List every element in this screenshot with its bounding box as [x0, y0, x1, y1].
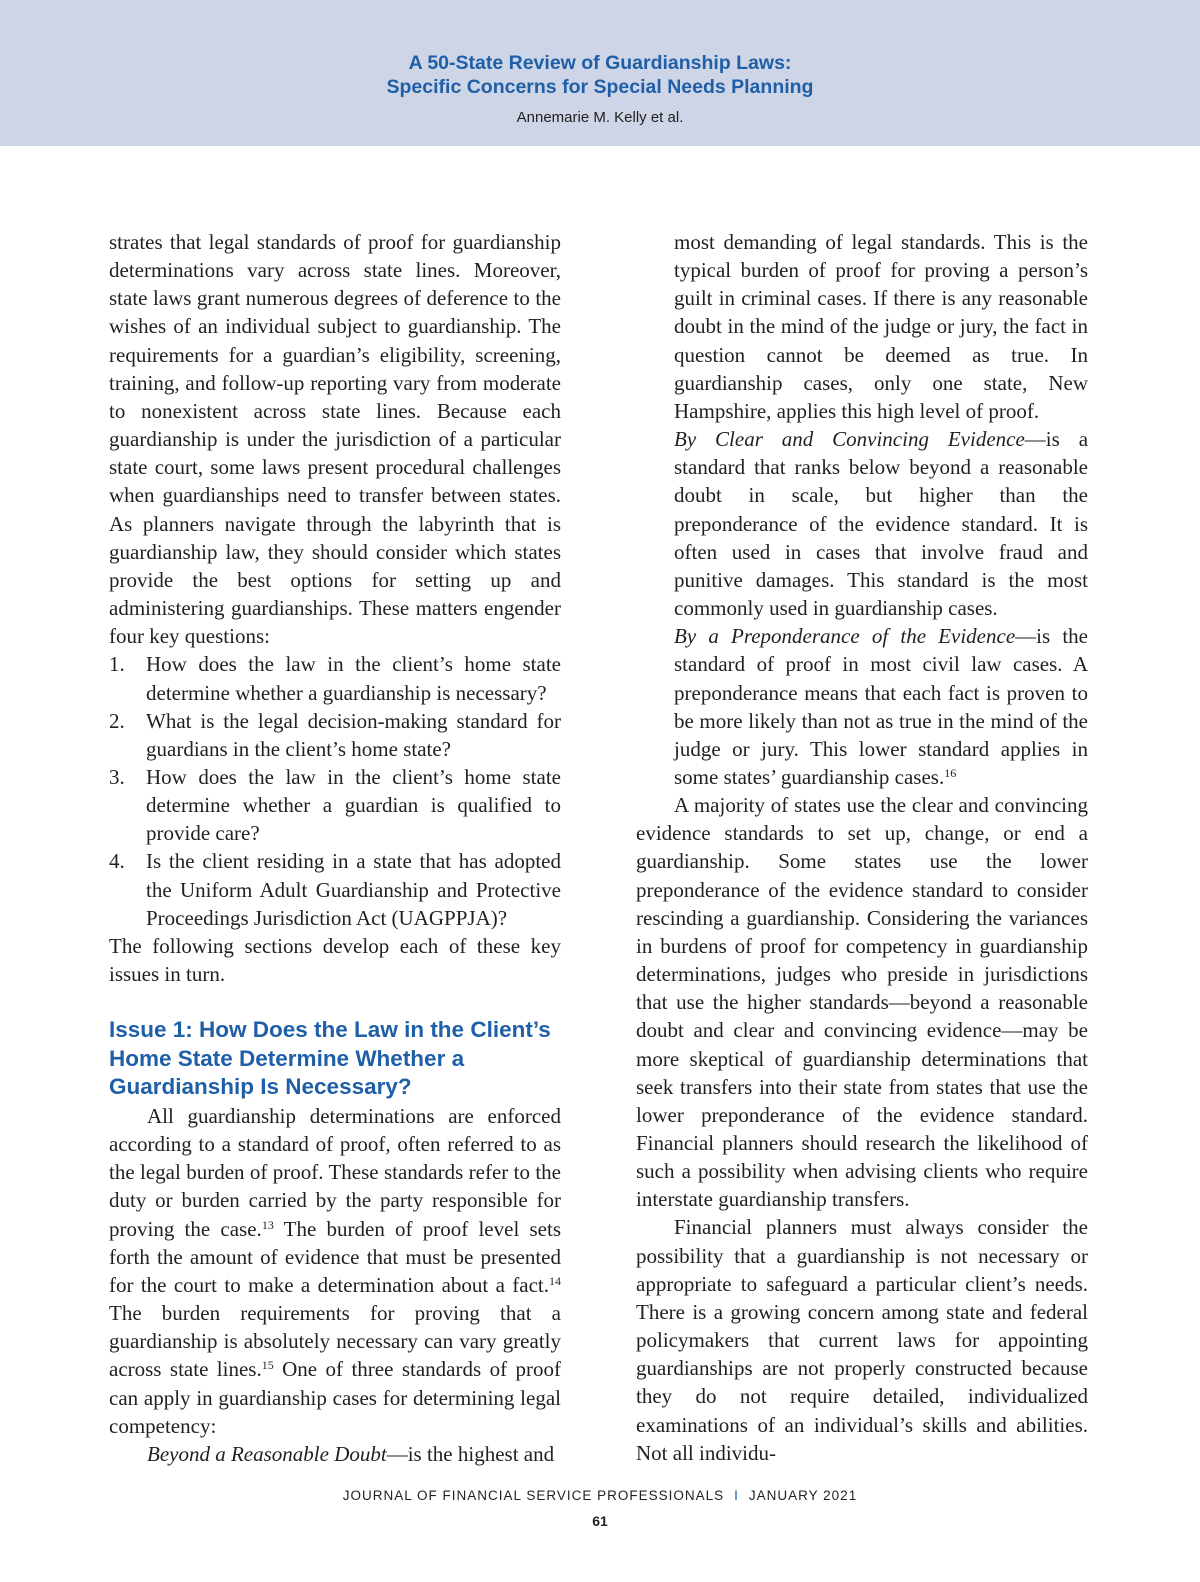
standard-label-clear-and-convincing: By Clear and Convincing Evidence — [674, 427, 1025, 452]
financial-planners-paragraph: Financial planners must always consider the possibility that a guardianship is not necessary or appropriate to safeguard a particular client’s needs. There is a growing concern among state and federal policymakers that current laws for appointing guardianships are not properly constructed because they do not require detailed, individualized examinations of an individual’s skills and abilities. Not all individu- — [636, 1215, 1088, 1465]
footnote-ref-16: 16 — [944, 765, 957, 780]
list-item-number: 1. — [109, 652, 125, 677]
article-header — [0, 0, 1200, 146]
section-heading-issue-1: Issue 1: How Does the Law in the Client’s Home State Determine Whether a Guardianship Is Necessary? — [109, 1017, 551, 1100]
list-item-number: 4. — [109, 849, 125, 874]
article-title-line-1: A 50-State Review of Guardianship Laws: — [408, 52, 792, 74]
burden-text-3: The burden requirements for proving that a guardianship is absolutely necessary can vary greatly across state lines. — [109, 1301, 561, 1382]
burden-of-proof-paragraph — [109, 1102, 561, 1440]
list-item-number: 2. — [109, 708, 125, 733]
footnote-ref-13: 13 — [261, 1217, 274, 1232]
beyond-reasonable-doubt-text: —is the highest and — [386, 1441, 555, 1466]
list-item-text: Is the client residing in a state that has adopted the Uniform Adult Guardianship and Protective Proceedings Jurisdiction Act (UAGPPJA)? — [146, 849, 561, 930]
key-questions-list — [109, 650, 561, 932]
majority-of-states-paragraph: A majority of states use the clear and convincing evidence standards to set up, change, or end a guardianship. Some states use the lower preponderance of the evidence standard to consider rescinding a guardianship. Considering the variances in burdens of proof for competency in guardianship determinations, judges who preside in jurisdictions that use the higher standards—beyond a reasonable doubt and clear and convincing evidence—may be more skeptical of guardianship determinations that seek transfers into their state from states that use the lower preponderance of the evidence standard. Financial planners should research the likelihood of such a possibility when advising clients who require interstate guardianship transfers. — [636, 793, 1088, 1212]
standard-label-beyond-reasonable-doubt: Beyond a Reasonable Doubt — [147, 1441, 387, 1466]
issue-date: JANUARY 2021 — [748, 1488, 858, 1503]
beyond-reasonable-doubt-start — [109, 1440, 561, 1468]
burden-text-4: One of three standards of proof can apply in guardianship cases for determining legal competency: — [109, 1357, 561, 1438]
footnote-ref-14: 14 — [549, 1273, 561, 1288]
list-item — [109, 847, 561, 931]
list-item-number: 3. — [109, 764, 125, 789]
list-item-text: How does the law in the client’s home state determine whether a guardianship is necessary? — [146, 652, 561, 705]
list-item-text: What is the legal decision-making standard for guardians in the client’s home state? — [146, 708, 561, 761]
article-author: Annemarie M. Kelly et al. — [516, 109, 684, 126]
burden-text-1: All guardianship determinations are enforced according to a standard of proof, often referred to as the legal burden of proof. These standards refer to the duty or burden carried by the party responsible for proving the case. — [109, 1104, 561, 1241]
preponderance-text: —is the standard of proof in most civil law cases. A preponderance means that each fact is proven to be more likely than not as true in the mind of the judge or jury. This lower standard applies in some states’ guardianship cases. — [674, 624, 1088, 789]
right-column — [636, 228, 1088, 1467]
clear-and-convincing-text: —is a standard that ranks below beyond a reasonable doubt in scale, but higher than the preponderance of the evidence standard. It is often used in cases that involve fraud and punitive damages. This standard is the most commonly used in guardianship cases. — [674, 427, 1089, 621]
list-item — [109, 707, 561, 763]
footnote-ref-15: 15 — [261, 1358, 274, 1373]
page-footer — [0, 1488, 1200, 1503]
burden-text-2: The burden of proof level sets forth the amount of evidence that must be presented for the court to make a determination about a fact. — [109, 1216, 561, 1297]
preponderance-definition — [636, 622, 1088, 791]
list-item — [109, 763, 561, 847]
journal-name: JOURNAL OF FINANCIAL SERVICE PROFESSIONALS — [342, 1488, 725, 1503]
article-title — [0, 51, 1200, 99]
intro-paragraph: strates that legal standards of proof for guardianship determinations vary across state lines. Moreover, state laws grant numerous degrees of deference to the wishes of an individual subject to guardianship. The requirements for a guardian’s eligibility, screening, training, and follow-up reporting vary from moderate to nonexistent across state lines. Because each guardianship is under the jurisdiction of a particular state court, some laws present procedural challenges when guardianships need to transfer between states. As planners navigate through the labyrinth that is guardianship law, they should consider which states provide the best options for setting up and administering guardianships. These matters engender four key questions: — [109, 230, 561, 649]
beyond-reasonable-doubt-continued: most demanding of legal standards. This is the typical burden of proof for proving a person’s guilt in criminal cases. If there is any reasonable doubt in the mind of the judge or jury, the fact in question cannot be deemed as true. In guardianship cases, only one state, New Hampshire, applies this high level of proof. — [674, 230, 1088, 423]
transition-paragraph: The following sections develop each of these key issues in turn. — [109, 933, 561, 987]
list-item — [109, 650, 561, 706]
list-item-text: How does the law in the client’s home state determine whether a guardian is qualified to provide care? — [146, 764, 561, 846]
left-column — [109, 228, 561, 1468]
footer-separator: I — [734, 1488, 739, 1503]
article-title-line-2: Specific Concerns for Special Needs Planning — [386, 76, 814, 98]
standard-label-preponderance: By a Preponderance of the Evidence — [674, 624, 1016, 649]
clear-and-convincing-definition — [636, 425, 1088, 622]
page-number: 61 — [592, 1513, 608, 1529]
